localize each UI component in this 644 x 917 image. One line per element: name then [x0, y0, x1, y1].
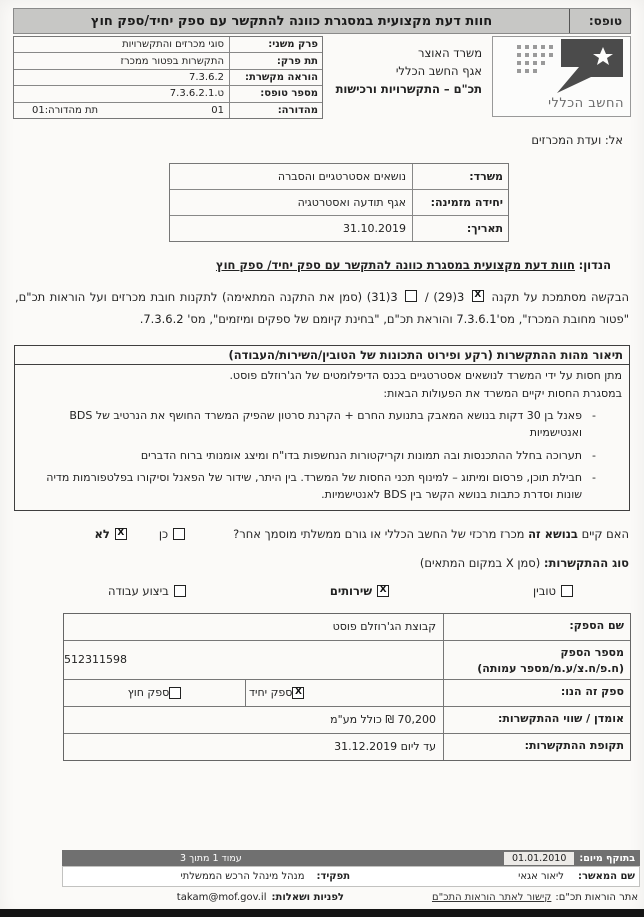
work-option	[108, 584, 186, 598]
bullet-text: חבילת תוכן, פרסום ומיתוג – למינוף תכני החסות של המשרד. בין היתר, שידור של הפאנל וסיקורו בפלטפורמות מדיה שונות וסדרת כתבות בנושא הקשר בין BDS לאנטישמיות.	[46, 470, 583, 501]
yes-checkbox[interactable]	[173, 528, 185, 540]
office-label: משרד:	[412, 164, 508, 189]
description-box-header: תיאור מהות ההתקשרות (רקע ופירוט התכונות של הטובין/השירות/העבודה)	[15, 346, 629, 365]
role-value: מנהל מינהל הרכש הממשלתי	[180, 871, 305, 882]
question-text-end: מכרז מרכזי של החשב הכללי או גורם ממשלתי מוסמך אחר?	[233, 526, 525, 541]
meta-label: מהדורה:	[229, 103, 322, 118]
contact-label: לפניות ושאלות:	[271, 892, 344, 903]
footer-links-row	[58, 888, 640, 907]
table-row	[170, 216, 508, 241]
contact-email-link[interactable]: takam@mof.gov.il	[176, 892, 267, 903]
description-box-body	[15, 365, 629, 510]
role-label: תפקיד:	[316, 871, 351, 882]
bullet-dash-icon: -	[592, 470, 596, 484]
yes-label: כן	[158, 526, 169, 541]
valid-from-date: 01.01.2010	[504, 852, 574, 865]
form-tag-label: טופס:	[569, 9, 630, 33]
regulation-29-label: 3(29)	[433, 289, 465, 304]
ministry-block	[336, 45, 482, 119]
bullet-text: תערוכה בחלל ההתכנסות ובה תמונות וקריקטורות הנחשפות בדו"ח ומיצג אומנותי ברוח הדברים	[140, 448, 583, 462]
answer-no-option	[95, 527, 127, 541]
regulation-29-checkbox[interactable]	[472, 290, 484, 302]
subject-text: חוות דעת מקצועית במסגרת כוונה להתקשר עם ספק יחיד/ ספק חוץ	[215, 257, 575, 272]
period-label: תקופת ההתקשרות:	[443, 734, 630, 760]
bullet-dash-icon: -	[592, 409, 596, 423]
page-footer	[0, 850, 644, 917]
meta-label: מספר טופס:	[229, 86, 322, 101]
work-label: ביצוע עבודה	[108, 583, 169, 598]
meta-label: הוראה מקשרת:	[229, 70, 322, 85]
ordering-unit-label: יחידה מזמינה:	[412, 190, 508, 215]
estimate-label: אומדן / שווי ההתקשרות:	[443, 707, 630, 733]
meta-value: סוגי מכרזים והתקשרויות	[122, 39, 224, 51]
valid-from-label: בתוקף מיום:	[579, 852, 635, 864]
header-section	[13, 36, 631, 119]
sole-supplier-label: ספק יחיד	[249, 686, 293, 700]
work-checkbox[interactable]	[174, 585, 186, 597]
central-tender-question	[13, 527, 629, 541]
meta-row-subchapter	[14, 53, 322, 69]
question-text	[233, 527, 629, 541]
footer-approver-row	[62, 866, 640, 887]
meta-label: פרק משני:	[229, 37, 322, 52]
supplier-kind-label: ספק זה הנו:	[443, 680, 630, 706]
table-row	[170, 190, 508, 216]
page-number-indicator: עמוד 1 מתוך 3	[180, 852, 242, 864]
sole-supplier-checkbox[interactable]	[292, 687, 304, 699]
list-item	[22, 407, 622, 441]
approver-name: ליאור אגאי	[518, 871, 564, 882]
supplier-number-value: 512311598	[64, 653, 127, 667]
engagement-type-line	[13, 556, 629, 570]
table-row	[170, 164, 508, 190]
services-checkbox[interactable]	[377, 585, 389, 597]
services-option	[330, 584, 389, 598]
meta-row-instruction	[14, 70, 322, 86]
subject-label: הנדון:	[578, 257, 611, 272]
sole-supplier-option	[245, 680, 443, 706]
engagement-type-options	[13, 584, 631, 598]
date-value: 31.10.2019	[343, 221, 406, 235]
list-item	[22, 447, 622, 464]
no-checkbox[interactable]	[115, 528, 127, 540]
form-title-bar	[13, 8, 631, 34]
ordering-unit-value: אגף תודעה ואסטרטגיה	[297, 195, 406, 209]
description-intro-1: מתן חסות על ידי המשרד לנושאים אסטרטגיים בכנס הדיפלומטים של הג'רוזלם פוסט.	[229, 368, 622, 382]
edition-number: 01	[211, 104, 224, 116]
foreign-supplier-option	[64, 680, 245, 706]
date-label: תאריך:	[412, 216, 508, 241]
footer-validity-bar	[62, 850, 640, 866]
table-row	[64, 734, 630, 760]
bullet-text: פאנל בן 30 דקות בנושא המאבק בתנועת החרם + הקרנת סרטון שהפיק המשרד החושף את הנרטיב של BDS ואנטישמיות	[69, 409, 583, 440]
meta-value: התקשרות בפטור ממכרז	[120, 55, 224, 67]
ministry-line-2: אגף החשב הכללי	[395, 63, 482, 78]
logo-caption: החשב הכללי	[548, 96, 624, 111]
meta-row-chapter	[14, 37, 322, 53]
engagement-description-box	[14, 345, 630, 511]
foreign-supplier-label: ספק חוץ	[127, 686, 170, 700]
meta-value: 7.3.6.2	[189, 71, 224, 83]
subject-line	[13, 258, 611, 272]
regulation-post-text: (סמן את התקנה המתאימה) לתקנות חובת מכרזים ועל הוראות תכ"ם, "פטור מחובת המכרז", מס'7.3.6.1 והוראת תכ"ם, "בחינת קיומם של ספקים ומיזמים", מס' 7.3.6.2.	[15, 289, 629, 327]
question-text-start: האם קיים	[581, 526, 629, 541]
description-intro-2: במסגרת החסות יקיים המשרד את הפעולות הבאות:	[383, 386, 622, 400]
addressed-to-line: אל: ועדת המכרזים	[531, 132, 623, 147]
period-value: עד ליום 31.12.2019	[334, 740, 436, 754]
regulation-31-checkbox[interactable]	[405, 290, 417, 302]
form-meta-table	[13, 36, 323, 119]
table-row	[64, 641, 630, 680]
takam-site-label: אתר הוראות תכ"ם:	[555, 892, 638, 903]
meta-label: תת פרק:	[229, 53, 322, 68]
meta-value	[14, 105, 229, 116]
supplier-number-label-line2: (ח.פ/ח.צ/ע.מ/מספר עמותה)	[477, 661, 624, 675]
estimate-value: 70,200 ₪ כולל מע"מ	[330, 713, 436, 727]
requesting-unit-table	[169, 163, 509, 242]
question-text-bold: בנושא זה	[528, 526, 578, 541]
answer-yes-option	[159, 527, 185, 541]
ministry-line-1: משרד האוצר	[417, 46, 482, 60]
approver-label: שם המאשר:	[577, 871, 635, 882]
table-row	[64, 680, 630, 707]
no-label: לא	[94, 526, 110, 541]
scan-edge-strip	[0, 909, 644, 917]
goods-checkbox[interactable]	[561, 585, 573, 597]
meta-value: ט.7.3.6.2.1	[169, 88, 224, 100]
ministry-line-3: תכ"ם – התקשרויות ורכישות	[335, 81, 482, 96]
takam-site-link[interactable]: קישור לאתר הוראות התכ"ם	[431, 892, 552, 903]
form-title: חוות דעת מקצועית במסגרת כוונה להתקשר עם ספק יחיד/ספק חוץ	[90, 13, 493, 29]
supplier-number-label-line1: מספר הספק	[560, 645, 624, 659]
supplier-number-label	[443, 641, 630, 679]
bullet-dash-icon: -	[592, 448, 596, 462]
regulation-paragraph	[15, 286, 629, 331]
supplier-name-value: קבוצת הג'רוזלם פוסט	[332, 620, 436, 634]
meta-row-form-number	[14, 86, 322, 102]
engagement-type-label: סוג ההתקשרות:	[543, 555, 629, 570]
regulation-pre-text: הבקשה מסתמכת על תקנה	[491, 289, 630, 304]
regulation-31-label: 3(31)	[366, 289, 398, 304]
supplier-table	[63, 613, 631, 761]
table-row	[64, 614, 630, 641]
foreign-supplier-checkbox[interactable]	[169, 687, 181, 699]
supplier-name-label: שם הספק:	[443, 614, 630, 640]
goods-label: טובין	[533, 583, 556, 598]
goods-option	[533, 584, 573, 598]
office-value: נושאים אסטרטגיים והסברה	[277, 169, 406, 183]
description-bullets	[22, 407, 622, 502]
meta-row-edition	[14, 103, 322, 118]
regulation-separator: /	[424, 289, 429, 304]
sub-edition-number: תת מהדורה:01	[32, 104, 99, 116]
table-row	[64, 707, 630, 734]
services-label: שירותים	[329, 583, 373, 598]
accountant-general-logo	[492, 36, 631, 117]
list-item	[22, 469, 622, 503]
engagement-type-hint: (סמן X במקום המתאים)	[419, 555, 541, 570]
